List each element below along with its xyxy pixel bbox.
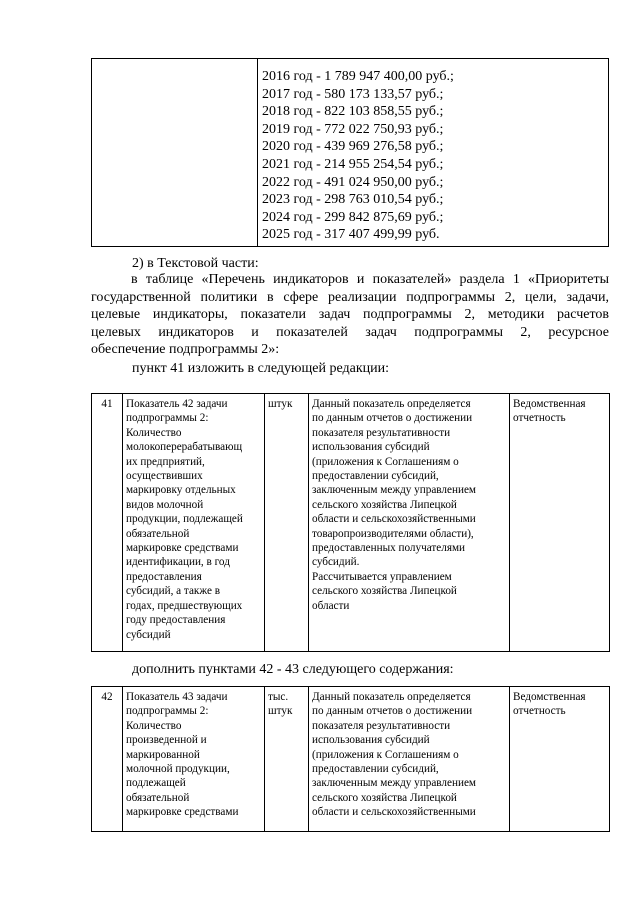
funding-line: 2019 год - 772 022 750,93 руб.; <box>262 121 444 137</box>
cell-line: маркировке средствами <box>126 806 239 819</box>
cell-line: области <box>312 599 350 612</box>
cell-line: видов молочной <box>126 498 204 511</box>
cell-line: области и сельскохозяйственными <box>312 806 476 819</box>
source-cell <box>510 687 610 832</box>
cell-line: подпрограммы 2: <box>126 705 209 718</box>
funding-line: 2025 год - 317 407 499,99 руб. <box>262 227 440 243</box>
funding-line: 2016 год - 1 789 947 400,00 руб.; <box>262 69 454 84</box>
intro-line: целевых индикаторов и показателей задач подпрограммы 2, ресурсное <box>91 324 609 340</box>
cell-line: Рассчитывается управлением <box>312 570 452 583</box>
cell-line: (приложения к Соглашениям о <box>312 748 459 761</box>
cell-line: Ведомственная <box>513 691 586 703</box>
funding-line: 2024 год - 299 842 875,69 руб.; <box>262 209 444 225</box>
cell-line: тыс. <box>268 691 289 703</box>
cell-line: Количество <box>126 426 182 439</box>
cell-line: подпрограммы 2: <box>126 412 209 425</box>
cell-line: области и сельскохозяйственными <box>312 513 476 526</box>
cell-line: отчетность <box>513 705 566 718</box>
funding-label-cell <box>92 59 258 247</box>
cell-line: использования субсидий <box>312 441 430 454</box>
item-2-heading: 2) в Текстовой части: <box>132 256 259 271</box>
cell-line: (приложения к Соглашениям о <box>312 455 459 468</box>
indicator-name-cell <box>123 687 265 832</box>
unit-cell <box>265 394 309 652</box>
cell-line: субсидий. <box>312 556 360 569</box>
cell-line: штук <box>268 398 293 410</box>
cell-line: идентификации, в год <box>126 556 230 569</box>
cell-line: маркированной <box>126 748 200 761</box>
cell-line: сельского хозяйства Липецкой <box>312 791 457 804</box>
indicator-table-42 <box>91 686 610 832</box>
indicator-table-41 <box>91 393 610 652</box>
funding-line: 2020 год - 439 969 276,58 руб.; <box>262 139 444 155</box>
add-points-paragraph: дополнить пунктами 42 - 43 следующего содержания: <box>132 662 454 677</box>
cell-line: субсидий <box>126 628 171 641</box>
row-number: 42 <box>92 687 123 832</box>
point-41-paragraph: пункт 41 изложить в следующей редакции: <box>132 361 389 376</box>
cell-line: заключенным между управлением <box>312 777 476 790</box>
cell-line: годах, предшествующих <box>126 599 243 612</box>
cell-line: Ведомственная <box>513 398 586 410</box>
funding-line: 2023 год - 298 763 010,54 руб.; <box>262 192 444 208</box>
cell-line: товаропроизводителями области), <box>312 527 474 540</box>
cell-line: по данным отчетов о достижении <box>312 412 473 425</box>
method-cell <box>309 687 510 832</box>
funding-line: 2022 год - 491 024 950,00 руб.; <box>262 174 444 190</box>
indicator-name-cell <box>123 394 265 652</box>
method-cell <box>309 394 510 652</box>
cell-line: Данный показатель определяется <box>312 398 471 410</box>
funding-line: 2017 год - 580 173 133,57 руб.; <box>262 86 444 102</box>
row-number: 41 <box>92 394 123 652</box>
intro-paragraph <box>91 271 609 359</box>
source-cell <box>510 394 610 652</box>
cell-line: отчетность <box>513 412 566 425</box>
cell-line: сельского хозяйства Липецкой <box>312 585 457 598</box>
cell-line: году предоставления <box>126 614 226 627</box>
cell-line: Показатель 43 задачи <box>126 691 228 703</box>
cell-line: предоставления <box>126 570 202 583</box>
cell-line: произведенной и <box>126 734 207 747</box>
cell-line: по данным отчетов о достижении <box>312 705 473 718</box>
cell-line: продукции, подлежащей <box>126 513 243 526</box>
table-row <box>92 687 610 832</box>
cell-line: штук <box>268 705 293 718</box>
cell-line: предоставлении субсидий, <box>312 470 439 483</box>
funding-values-cell <box>258 59 609 247</box>
intro-line: обеспечение подпрограммы 2»: <box>91 342 280 357</box>
cell-line: Данный показатель определяется <box>312 691 471 703</box>
cell-line: субсидий, а также в <box>126 585 220 598</box>
unit-cell <box>265 687 309 832</box>
intro-line: целевые индикаторы, показатели задач подпрограммы 2, методики расчетов <box>91 307 609 322</box>
cell-line: обязательной <box>126 791 190 804</box>
cell-line: предоставлении субсидий, <box>312 763 439 776</box>
cell-line: их предприятий, <box>126 455 205 468</box>
intro-line: государственной политики в сфере реализации подпрограммы 2, цели, задачи, <box>91 289 609 305</box>
cell-line: Количество <box>126 719 182 732</box>
funding-row <box>92 59 609 247</box>
cell-line: молочной продукции, <box>126 763 230 776</box>
cell-line: использования субсидий <box>312 734 430 747</box>
cell-line: Показатель 42 задачи <box>126 398 228 410</box>
funding-table <box>91 58 609 247</box>
cell-line: предоставленных получателями <box>312 542 466 555</box>
cell-line: подлежащей <box>126 777 186 790</box>
cell-line: показателя результативности <box>312 426 451 439</box>
cell-line: маркировке средствами <box>126 542 239 555</box>
cell-line: осуществивших <box>126 470 203 483</box>
cell-line: обязательной <box>126 527 190 540</box>
funding-line: 2021 год - 214 955 254,54 руб.; <box>262 156 444 172</box>
cell-line: молокоперерабатывающ <box>126 441 243 454</box>
funding-line: 2018 год - 822 103 858,55 руб.; <box>262 104 444 120</box>
cell-line: заключенным между управлением <box>312 484 476 497</box>
table-row <box>92 394 610 652</box>
intro-line: в таблице «Перечень индикаторов и показателей» раздела 1 «Приоритеты <box>131 272 609 287</box>
cell-line: сельского хозяйства Липецкой <box>312 498 457 511</box>
cell-line: маркировку отдельных <box>126 484 236 497</box>
cell-line: показателя результативности <box>312 719 451 732</box>
